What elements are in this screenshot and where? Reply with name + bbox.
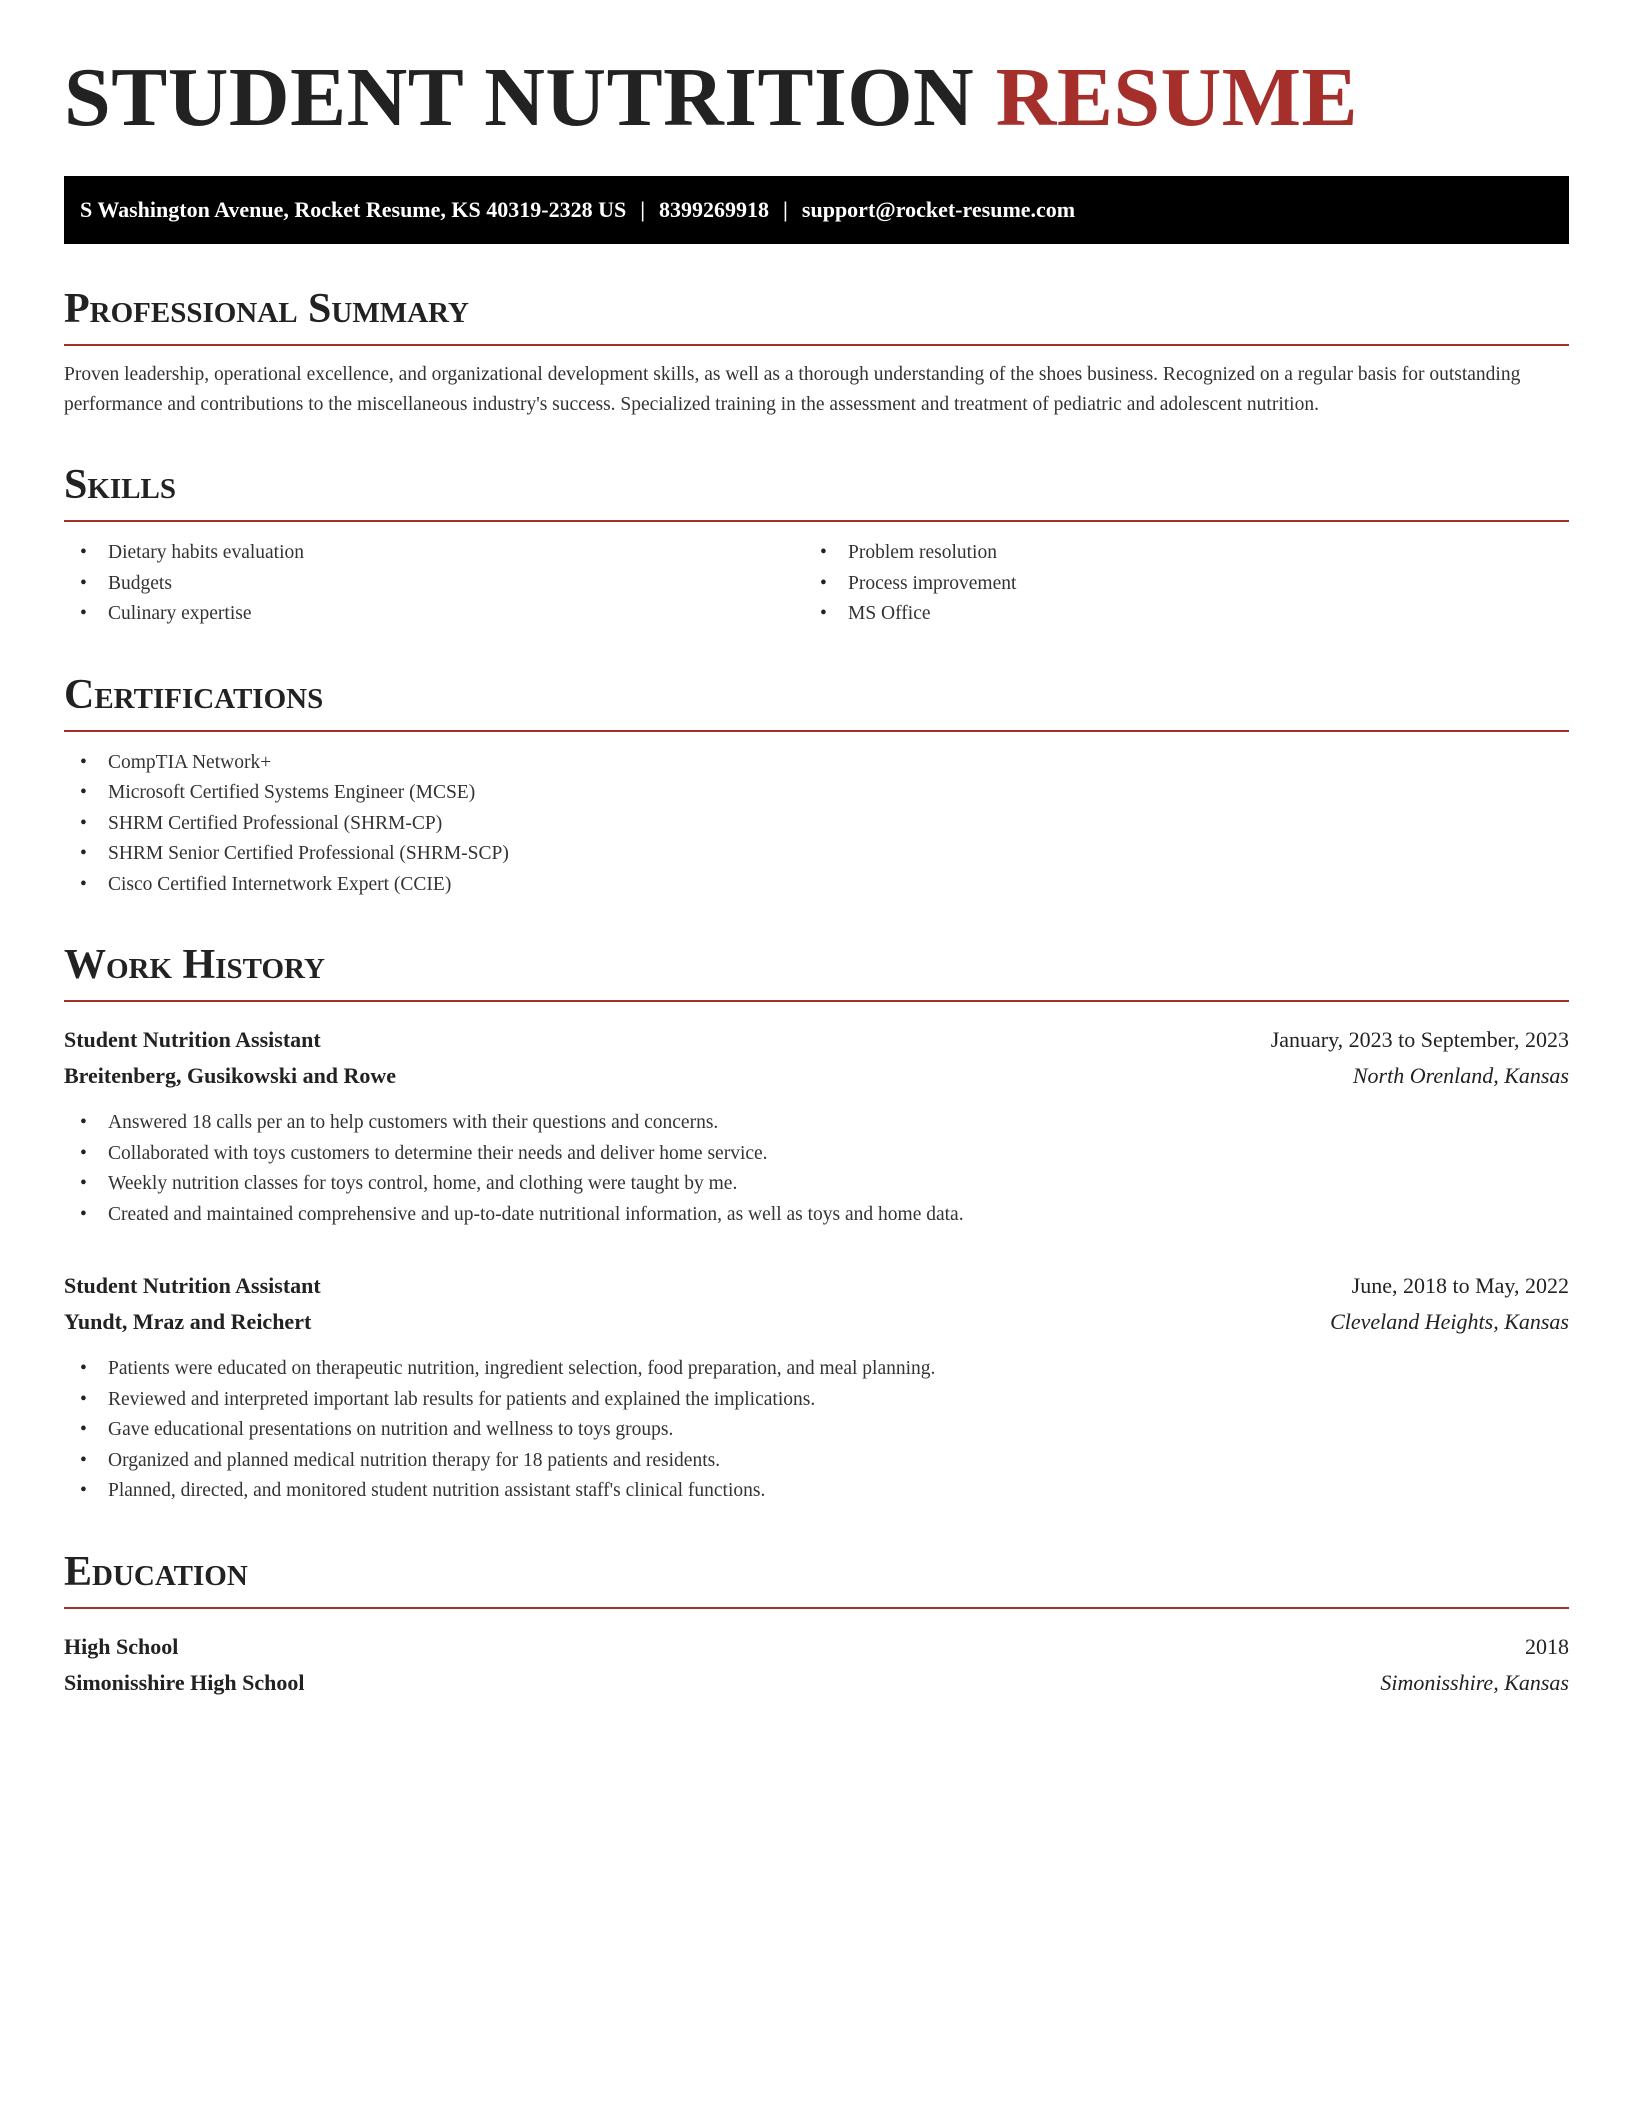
job-company-row	[64, 1304, 1569, 1340]
skills-list-left	[64, 538, 804, 630]
title-accent: RESUME	[995, 51, 1359, 144]
job-company: Yundt, Mraz and Reichert	[64, 1309, 312, 1334]
contact-separator: |	[640, 197, 646, 222]
skill-item: • Budgets	[64, 569, 804, 600]
skills-list-right	[804, 538, 1544, 630]
job-entry	[64, 1022, 1569, 1230]
job-entry	[64, 1268, 1569, 1507]
certifications-heading: Certifications	[64, 674, 1569, 732]
job-duty-item: • Created and maintained comprehensive and up-to-date nutritional information, as well as toys and home data.	[64, 1200, 1569, 1231]
education-entry	[64, 1629, 1569, 1701]
resume-title	[64, 51, 1569, 144]
certifications-section	[64, 671, 1569, 901]
job-header-row	[64, 1022, 1569, 1058]
job-location: North Orenland, Kansas	[1352, 1063, 1569, 1088]
contact-email: support@rocket-resume.com	[801, 197, 1076, 222]
job-dates: June, 2018 to May, 2022	[1351, 1273, 1569, 1298]
job-location: Cleveland Heights, Kansas	[1330, 1309, 1569, 1334]
skills-section	[64, 464, 1569, 630]
summary-text: Proven leadership, operational excellence, and organizational development skills, as well as a thorough understanding of the shoes business. Recognized on a regular basis for outstanding performance and contributions to the miscellaneous industry's success. Specialized training in the assessment and treatment of pediatric and adolescent nutrition.	[64, 364, 1521, 415]
summary-section	[64, 288, 1569, 420]
job-header-row	[64, 1268, 1569, 1304]
certification-item: • Microsoft Certified Systems Engineer (MCSE)	[64, 778, 1569, 809]
job-dates: January, 2023 to September, 2023	[1270, 1027, 1569, 1052]
education-school: Simonisshire High School	[64, 1669, 305, 1695]
summary-heading: Professional Summary	[64, 288, 1569, 346]
job-duty-item: • Answered 18 calls per an to help customers with their questions and concerns.	[64, 1108, 1569, 1139]
education-school-row	[64, 1665, 1569, 1701]
title-main: STUDENT NUTRITION	[64, 51, 975, 144]
contact-bar	[64, 176, 1569, 244]
job-duties-list	[64, 1354, 1569, 1507]
skill-item: • Dietary habits evaluation	[64, 538, 804, 569]
skills-grid	[64, 538, 1569, 630]
job-duty-item: • Collaborated with toys customers to determine their needs and deliver home service.	[64, 1139, 1569, 1170]
education-location: Simonisshire, Kansas	[1380, 1669, 1569, 1695]
skill-item: • MS Office	[804, 599, 1544, 630]
job-title: Student Nutrition Assistant	[64, 1273, 321, 1298]
skill-item: • Process improvement	[804, 569, 1544, 600]
certification-item: • Cisco Certified Internetwork Expert (CCIE)	[64, 870, 1569, 901]
education-degree: High School	[64, 1633, 179, 1659]
certification-item: • CompTIA Network+	[64, 748, 1569, 779]
job-duty-item: • Organized and planned medical nutrition therapy for 18 patients and residents.	[64, 1446, 1569, 1477]
contact-separator: |	[783, 197, 788, 222]
certification-item: • SHRM Certified Professional (SHRM-CP)	[64, 809, 1569, 840]
education-degree-row	[64, 1629, 1569, 1665]
job-company: Breitenberg, Gusikowski and Rowe	[64, 1063, 397, 1088]
job-duty-item: • Weekly nutrition classes for toys control, home, and clothing were taught by me.	[64, 1169, 1569, 1200]
job-duty-item: • Gave educational presentations on nutrition and wellness to toys groups.	[64, 1415, 1569, 1446]
job-duties-list	[64, 1108, 1569, 1230]
education-heading: Education	[64, 1551, 1569, 1609]
job-duty-item: • Planned, directed, and monitored student nutrition assistant staff's clinical functions.	[64, 1476, 1569, 1507]
contact-address: S Washington Avenue, Rocket Resume, KS 40319-2328 US	[80, 197, 627, 222]
education-year: 2018	[1525, 1633, 1569, 1659]
skill-item: • Problem resolution	[804, 538, 1544, 569]
job-duty-item: • Patients were educated on therapeutic nutrition, ingredient selection, food preparation, and meal planning.	[64, 1354, 1569, 1385]
certifications-list	[64, 748, 1569, 901]
job-title: Student Nutrition Assistant	[64, 1027, 321, 1052]
contact-phone: 8399269918	[659, 197, 770, 222]
resume-page	[64, 51, 1569, 1701]
certification-item: • SHRM Senior Certified Professional (SHRM-SCP)	[64, 839, 1569, 870]
skill-item: • Culinary expertise	[64, 599, 804, 630]
skills-heading: Skills	[64, 464, 1569, 522]
job-company-row	[64, 1058, 1569, 1094]
work-history-heading: Work History	[64, 944, 1569, 1002]
work-history-section	[64, 944, 1569, 1507]
education-section	[64, 1548, 1569, 1701]
job-duty-item: • Reviewed and interpreted important lab results for patients and explained the implications.	[64, 1385, 1569, 1416]
